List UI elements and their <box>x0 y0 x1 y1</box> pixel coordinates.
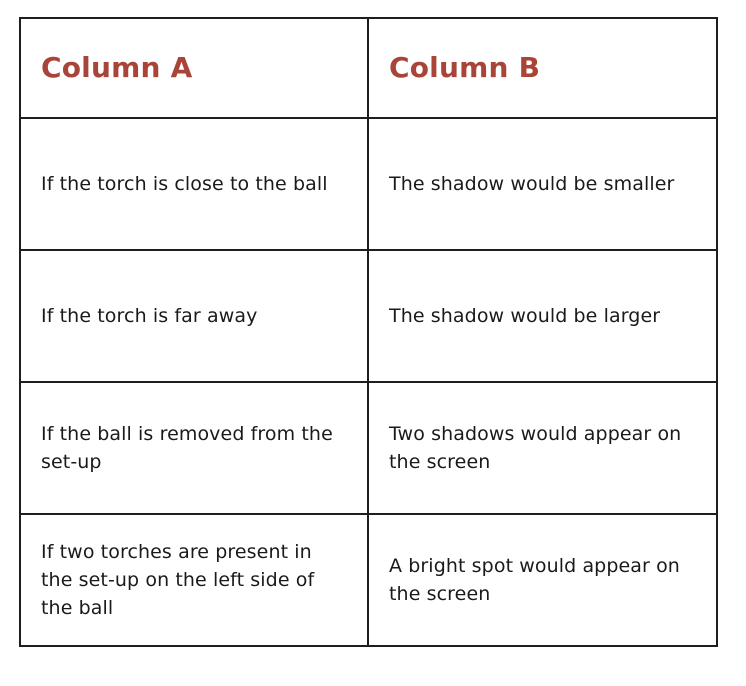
column-a-header: Column A <box>20 18 368 118</box>
table-header-row <box>20 18 717 118</box>
column-b-header: Column B <box>368 18 717 118</box>
table-row <box>20 514 717 646</box>
column-a-cell: If the torch is close to the ball <box>20 118 368 250</box>
column-a-cell: If two torches are present in the set-up on the left side of the ball <box>20 514 368 646</box>
table-row <box>20 118 717 250</box>
table-row <box>20 382 717 514</box>
column-a-cell: If the ball is removed from the set-up <box>20 382 368 514</box>
column-b-cell: The shadow would be smaller <box>368 118 717 250</box>
column-b-cell: Two shadows would appear on the screen <box>368 382 717 514</box>
column-a-cell: If the torch is far away <box>20 250 368 382</box>
matching-table <box>19 17 718 647</box>
column-b-cell: The shadow would be larger <box>368 250 717 382</box>
column-b-cell: A bright spot would appear on the screen <box>368 514 717 646</box>
table-row <box>20 250 717 382</box>
